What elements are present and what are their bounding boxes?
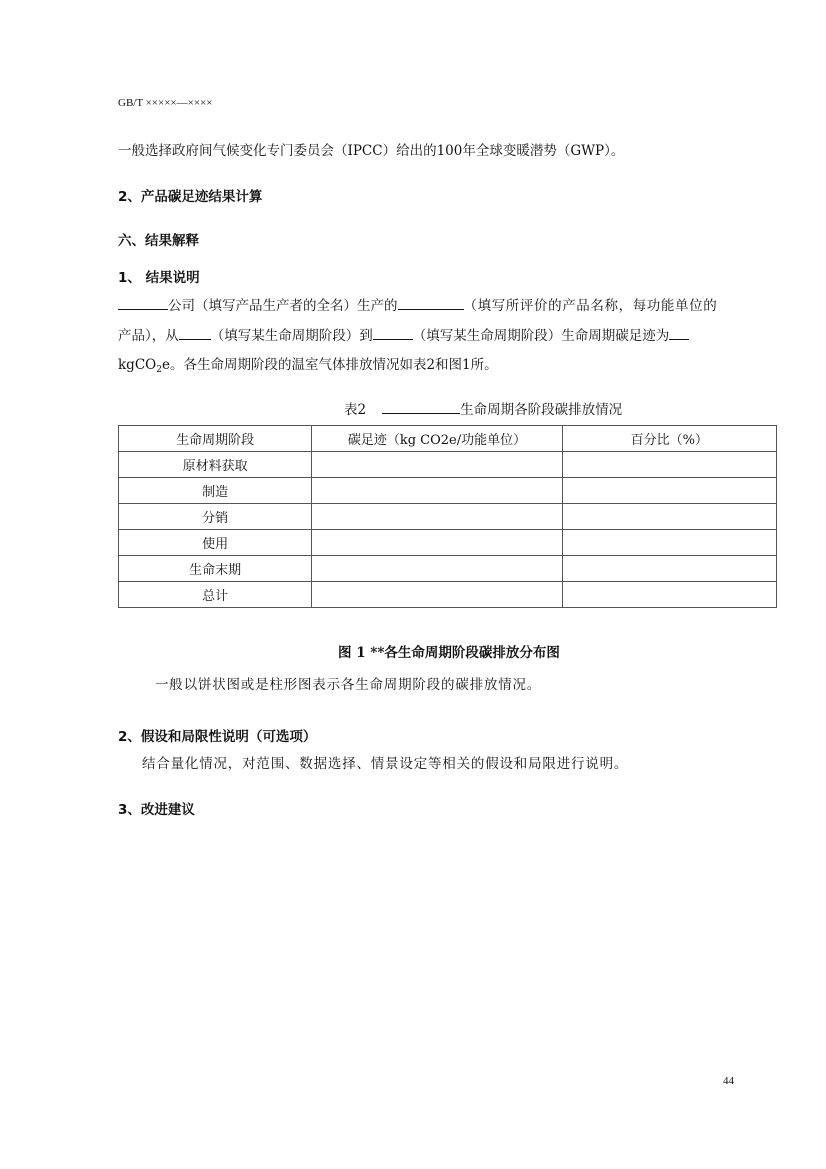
table-row bbox=[119, 556, 777, 582]
stage-cell: 原材料获取 bbox=[119, 452, 312, 478]
footprint-cell[interactable] bbox=[312, 582, 562, 608]
stage-cell: 分销 bbox=[119, 504, 312, 530]
heading-result-interpretation: 六、结果解释 bbox=[118, 233, 199, 249]
result-line-2 bbox=[118, 325, 689, 346]
table-row bbox=[119, 530, 777, 556]
header-percent: 百分比（%） bbox=[562, 426, 776, 452]
percent-cell[interactable] bbox=[562, 530, 776, 556]
figure-caption: 图 1 **各生命周期阶段碳排放分布图 bbox=[338, 645, 560, 661]
percent-cell[interactable] bbox=[562, 504, 776, 530]
result-line-3 bbox=[118, 355, 498, 380]
blank-company bbox=[118, 295, 168, 310]
table-title: 生命周期各阶段碳排放情况 bbox=[460, 402, 623, 418]
header-footprint: 碳足迹（kg CO2e/功能单位） bbox=[312, 426, 562, 452]
table-row bbox=[119, 452, 777, 478]
table-row bbox=[119, 504, 777, 530]
result-text-2c: （填写某生命周期阶段）生命周期碳足迹为 bbox=[412, 328, 670, 344]
result-text-2a: 产品），从 bbox=[118, 328, 179, 344]
footprint-cell[interactable] bbox=[312, 452, 562, 478]
result-text-1b: （填写所评价的产品名称，每功能单位的 bbox=[463, 298, 718, 314]
intro-paragraph: 一般选择政府间气候变化专门委员会（IPCC）给出的100年全球变暖潜势（GWP）。 bbox=[118, 143, 625, 159]
result-line-1 bbox=[118, 295, 717, 316]
heading-assumptions: 2、假设和局限性说明（可选项） bbox=[118, 729, 317, 745]
page-number: 44 bbox=[723, 1075, 734, 1087]
table-number: 表2 bbox=[344, 402, 367, 418]
table-row bbox=[119, 582, 777, 608]
percent-cell[interactable] bbox=[562, 452, 776, 478]
heading-carbon-footprint-calc: 2、产品碳足迹结果计算 bbox=[118, 189, 263, 205]
heading-result-description: 1、 结果说明 bbox=[118, 270, 200, 286]
footprint-cell[interactable] bbox=[312, 556, 562, 582]
document-code: GB/T ×××××—×××× bbox=[118, 97, 213, 109]
table-caption bbox=[344, 398, 622, 418]
header-stage: 生命周期阶段 bbox=[119, 426, 312, 452]
footprint-cell[interactable] bbox=[312, 478, 562, 504]
percent-cell[interactable] bbox=[562, 556, 776, 582]
percent-cell[interactable] bbox=[562, 582, 776, 608]
result-text-3a: kgCO bbox=[118, 357, 157, 373]
stage-cell: 总计 bbox=[119, 582, 312, 608]
footprint-cell[interactable] bbox=[312, 504, 562, 530]
figure-note: 一般以饼状图或是柱形图表示各生命周期阶段的碳排放情况。 bbox=[155, 677, 542, 693]
blank-stage-to bbox=[373, 325, 413, 340]
stage-cell: 使用 bbox=[119, 530, 312, 556]
result-text-2b: （填写某生命周期阶段）到 bbox=[210, 328, 373, 344]
lifecycle-emissions-table bbox=[118, 425, 777, 608]
assumptions-text: 结合量化情况，对范围、数据选择、情景设定等相关的假设和局限进行说明。 bbox=[142, 756, 629, 772]
blank-stage-from bbox=[179, 325, 211, 340]
stage-cell: 制造 bbox=[119, 478, 312, 504]
stage-cell: 生命末期 bbox=[119, 556, 312, 582]
percent-cell[interactable] bbox=[562, 478, 776, 504]
blank-product-name bbox=[382, 399, 460, 414]
blank-product bbox=[398, 295, 464, 310]
result-text-1a: 公司（填写产品生产者的全名）生产的 bbox=[168, 298, 398, 314]
result-text-3b: e。各生命周期阶段的温室气体排放情况如表2和图1所。 bbox=[161, 357, 498, 373]
table-header-row bbox=[119, 426, 777, 452]
subscript-2: 2 bbox=[156, 365, 162, 375]
blank-footprint-value bbox=[669, 325, 689, 340]
footprint-cell[interactable] bbox=[312, 530, 562, 556]
heading-improvements: 3、改进建议 bbox=[118, 802, 195, 818]
table-row bbox=[119, 478, 777, 504]
